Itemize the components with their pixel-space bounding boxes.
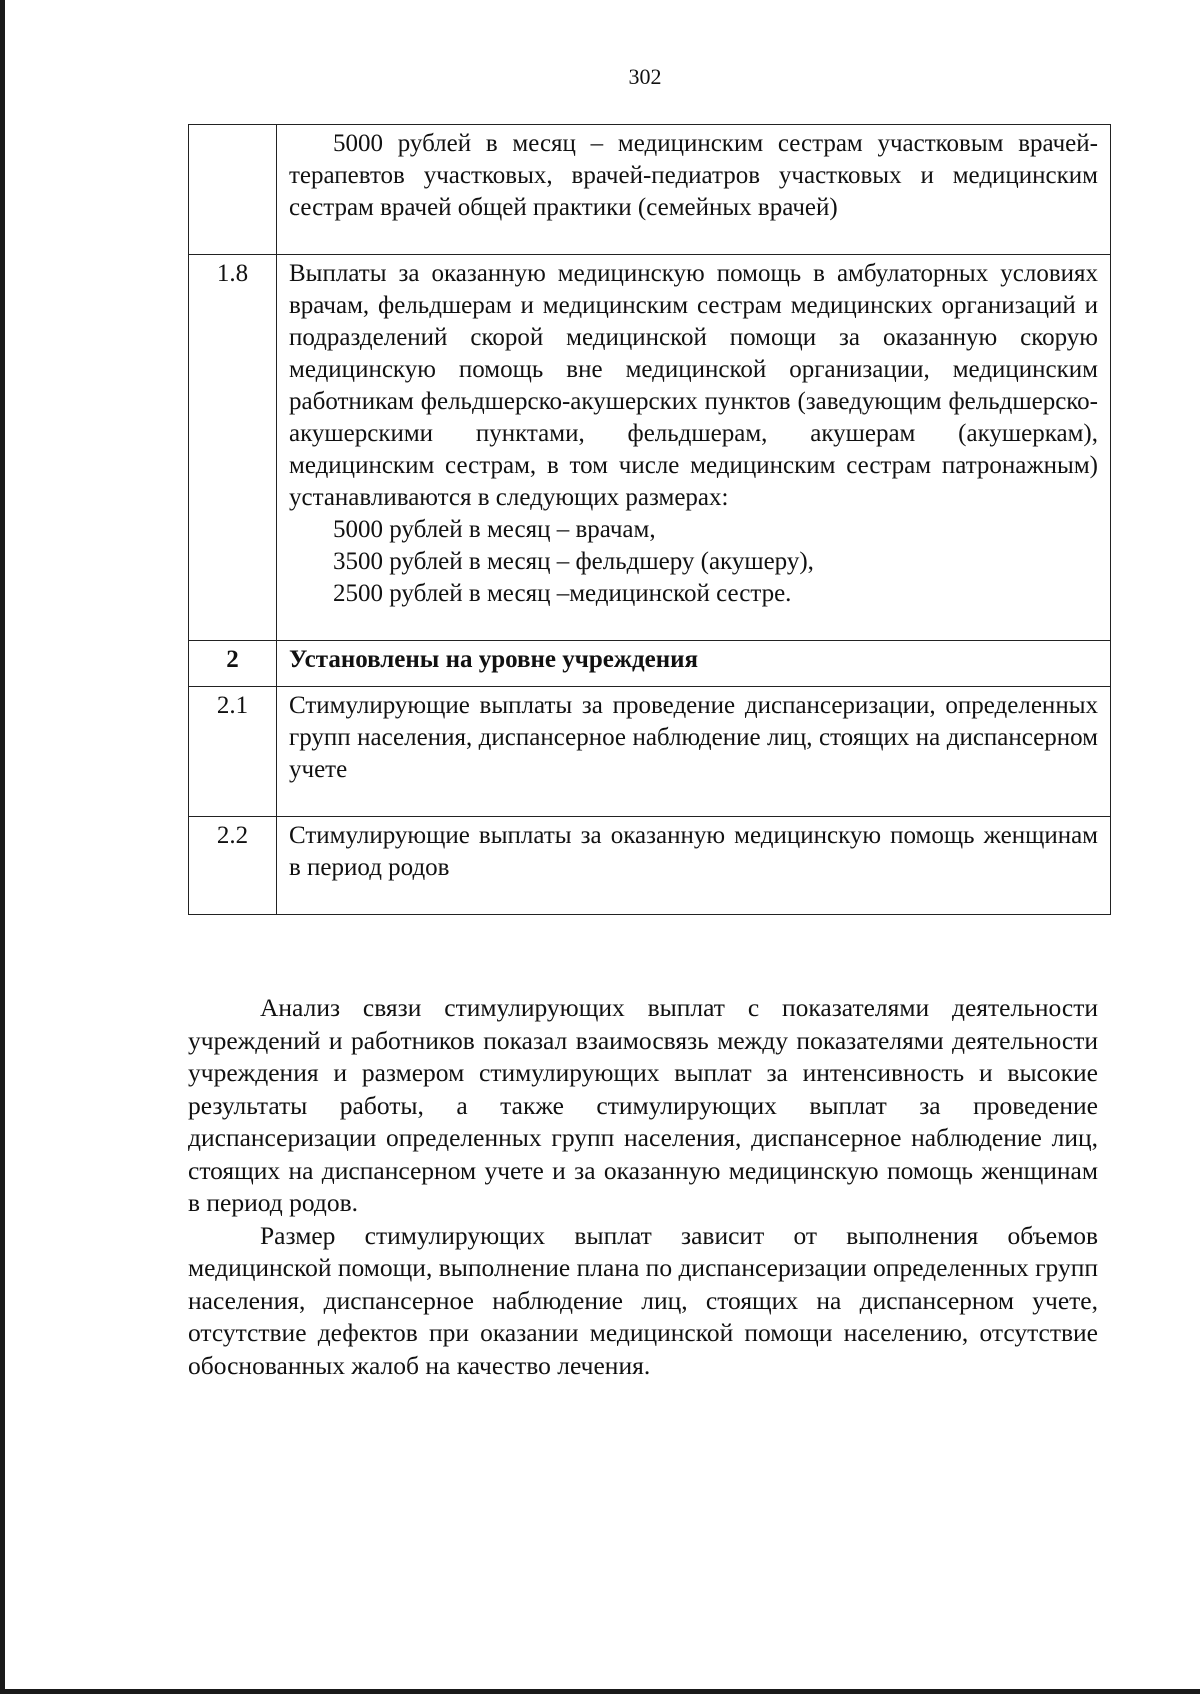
row-text-cell bbox=[277, 255, 1111, 641]
table-row bbox=[189, 817, 1111, 915]
row-text: 5000 рублей в месяц – медицинским сестрам участковым врачей-терапевтов участковых, врачей-педиатров участковых и медицинским сестрам врачей общей практики (семейных врачей) bbox=[289, 130, 1098, 221]
row-text-cell bbox=[277, 125, 1111, 255]
rate-line: 2500 рублей в месяц –медицинской сестре. bbox=[333, 580, 792, 607]
row-text-cell bbox=[277, 687, 1111, 817]
row-number-cell: 1.8 bbox=[189, 255, 277, 641]
row-text-cell bbox=[277, 817, 1111, 915]
table-row bbox=[189, 687, 1111, 817]
row-number-cell bbox=[189, 125, 277, 255]
table-row bbox=[189, 255, 1111, 641]
scan-border-left bbox=[0, 0, 5, 1694]
section-heading: Установлены на уровне учреждения bbox=[289, 646, 699, 673]
row-number-cell: 2.2 bbox=[189, 817, 277, 915]
row-text: Выплаты за оказанную медицинскую помощь в амбулаторных условиях врачам, фельдшерам и медицинским сестрам медицинских организаций и подразделений скорой медицинской помощи за оказанную скорую медицинскую помощь вне медицинской организации, медицинским работникам фельдшерско-акушерских пунктов (заведующим фельдшерско-акушерскими пунктами, фельдшерам, акушерам (акушеркам), медицинским сестрам, в том числе медицинским сестрам патронажным) устанавливаются в следующих размерах: bbox=[289, 260, 1098, 511]
rate-line: 5000 рублей в месяц – врачам, bbox=[333, 516, 656, 543]
body-text bbox=[188, 992, 1098, 1382]
scan-border-bottom bbox=[0, 1689, 1200, 1694]
table-row bbox=[189, 125, 1111, 255]
row-number-cell: 2.1 bbox=[189, 687, 277, 817]
page-number: 302 bbox=[628, 64, 662, 89]
row-text: Стимулирующие выплаты за проведение диспансеризации, определенных групп населения, диспансерное наблюдение лиц, стоящих на диспансерном учете bbox=[289, 692, 1098, 783]
paragraph: Размер стимулирующих выплат зависит от выполнения объемов медицинской помощи, выполнение плана по диспансеризации определенных групп населения, диспансерное наблюдение лиц, стоящих на диспансерном учете, отсутствие дефектов при оказании медицинской помощи населению, отсутствие обоснованных жалоб на качество лечения. bbox=[188, 1220, 1098, 1380]
row-text: Стимулирующие выплаты за оказанную медицинскую помощь женщинам в период родов bbox=[289, 822, 1098, 881]
rate-line: 3500 рублей в месяц – фельдшеру (акушеру), bbox=[333, 548, 814, 575]
payments-table bbox=[188, 124, 1111, 915]
paragraph: Анализ связи стимулирующих выплат с показателями деятельности учреждений и работников показал взаимосвязь между показателями деятельности учреждения и размером стимулирующих выплат за интенсивность и высокие результаты работы, а также стимулирующих выплат за проведение диспансеризации определенных групп населения, диспансерное наблюдение лиц, стоящих на диспансерном учете и за оказанную медицинскую помощь женщинам в период родов. bbox=[188, 993, 1098, 1217]
row-number-cell: 2 bbox=[189, 641, 277, 687]
table-row bbox=[189, 641, 1111, 687]
row-text-cell bbox=[277, 641, 1111, 687]
